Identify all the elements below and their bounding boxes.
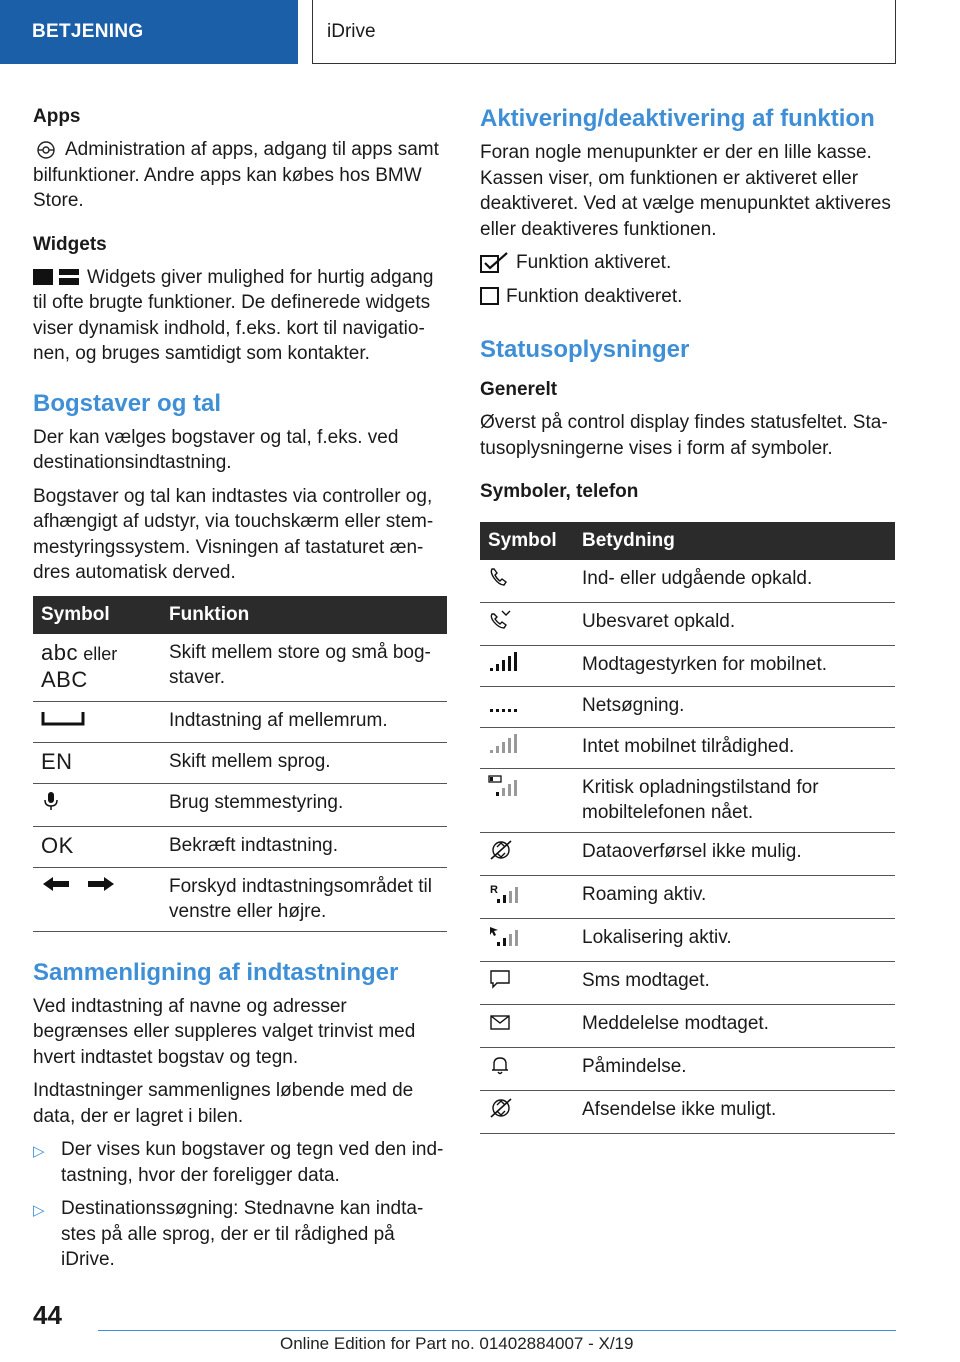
table-header [480, 522, 895, 560]
table-row [33, 701, 447, 742]
deactivated-line [480, 284, 895, 310]
compare-paragraph-2: Indtastninger sammenlignes løbende med de data, der er lagret i bilen. [33, 1080, 414, 1127]
compare-paragraph-1: Ved indtastning af navne og adresser begrænses eller suppleres valget trinvist med hvert indtastet bogstav og tegn. [33, 995, 416, 1068]
function-cell: Indtastning af mellemrum. [161, 701, 447, 742]
function-cell: Forskyd indtastningsområdet til venstre eller højre. [161, 867, 447, 931]
function-cell: Skift mellem sprog. [161, 742, 447, 783]
bullet-text: Der vises kun bogstaver og tegn ved den indtastning, hvor der foreligger data. [61, 1139, 444, 1186]
status-heading: Statusoplysninger [480, 336, 690, 363]
ok-icon: OK [41, 832, 74, 858]
symbol-cell [480, 560, 574, 603]
function-cell: Skift mellem store og små bogstaver. [161, 634, 447, 702]
general-paragraph: Øverst på control display findes statusfeltet. Statusoplysningerne vises i form af symboler. [480, 412, 888, 459]
phone-symbols-table [480, 522, 895, 1134]
meaning-cell: Kritisk opladningstilstand for mobiltelefonen nået. [574, 769, 895, 833]
activated-text: Funktion aktiveret. [516, 252, 672, 273]
letters-paragraph-2: Bogstaver og tal kan indtastes via controller og, afhængigt af udstyr, via touchskærm eller stemmestyringssystem. Visningen af tastaturet ændres automatisk derved. [33, 485, 434, 583]
function-cell: Brug stemmestyring. [161, 783, 447, 826]
meaning-cell: Dataoverførsel ikke mulig. [574, 833, 895, 876]
meaning-cell: Ind- eller udgående opkald. [574, 560, 895, 603]
meaning-cell: Påmindelse. [574, 1048, 895, 1091]
symbol-cell [480, 833, 574, 876]
widgets-paragraph [33, 265, 447, 367]
table-row [480, 728, 895, 769]
symbol-cell [33, 701, 161, 742]
symbol-cell [480, 687, 574, 728]
meaning-cell: Ubesvaret opkald. [574, 603, 895, 646]
missed-call-icon [488, 609, 512, 631]
table-row [480, 560, 895, 603]
table-row [33, 867, 447, 931]
table-row [480, 919, 895, 962]
table-row [480, 646, 895, 687]
left-column [33, 100, 447, 1281]
deactivated-text: Funktion deaktiveret. [506, 285, 683, 307]
activated-line [480, 250, 895, 276]
bullet-text: Destinationssøgning: Stednavne kan indtastes på alle sprog, der er til rådighed på iDrive. [61, 1198, 424, 1270]
symbol-cell [480, 1005, 574, 1048]
or-label: eller [83, 643, 118, 664]
symbol-cell [480, 1048, 574, 1091]
no-network-icon [488, 734, 518, 754]
apps-text: Administration af apps, adgang til apps samt bilfunktioner. Andre apps kan købes hos BMW Store. [33, 139, 439, 211]
battery-critical-icon [488, 775, 520, 797]
column-header-symbol: Symbol [33, 596, 161, 634]
page-number: 44 [33, 1300, 62, 1330]
edition-note: Online Edition for Part no. 01402884007 - X/19 [280, 1334, 634, 1353]
column-header-meaning: Betydning [574, 522, 895, 560]
symbol-cell [480, 646, 574, 687]
symbol-cell [33, 783, 161, 826]
table-row [480, 1091, 895, 1134]
table-row [33, 783, 447, 826]
symbol-cell [480, 728, 574, 769]
meaning-cell: Modtagestyrken for mobilnet. [574, 646, 895, 687]
symbol-cell [480, 769, 574, 833]
right-column [480, 100, 895, 1134]
letters-table [33, 596, 447, 932]
list-item [33, 1196, 447, 1273]
language-en-icon: EN [41, 748, 73, 774]
activation-paragraph: Foran nogle menupunkter er der en lille kasse. Kassen viser, om funktionen er aktiveret eller deaktiveret. Ved at vælge menupunktet aktiveres eller deaktiveres funktionen. [480, 142, 891, 240]
arrow-left-icon [41, 874, 71, 894]
meaning-cell: Lokalisering aktiv. [574, 919, 895, 962]
column-header-function: Funktion [161, 596, 447, 634]
compare-bullets [33, 1137, 447, 1273]
send-not-possible-icon [488, 1097, 514, 1119]
symbol-cell [480, 962, 574, 1005]
apps-icon [33, 140, 59, 160]
symbol-cell [480, 603, 574, 646]
apps-title: Apps [33, 106, 81, 127]
table-row [480, 603, 895, 646]
checkbox-empty-icon [480, 286, 500, 306]
general-title: Generelt [480, 379, 558, 400]
sms-icon [488, 968, 512, 990]
roaming-icon [488, 882, 520, 904]
microphone-icon [41, 790, 61, 812]
list-item [33, 1137, 447, 1188]
symbol-cell [33, 867, 161, 931]
no-data-transfer-icon [488, 839, 514, 861]
section-title: BETJENING [32, 21, 144, 42]
checkbox-checked-icon [480, 252, 510, 274]
widgets-icon [33, 268, 81, 286]
localization-icon [488, 925, 520, 947]
widgets-text: Widgets giver mulighed for hurtig adgang til ofte brugte funktioner. De definerede widgets viser dynamisk indhold, f.eks. kort til navigationen, og bruges samtidigt som kontakter. [33, 266, 434, 364]
symbol-cell [33, 742, 161, 783]
table-header [33, 596, 447, 634]
network-search-icon [488, 693, 518, 713]
table-row [480, 687, 895, 728]
meaning-cell: Afsendelse ikke muligt. [574, 1091, 895, 1134]
table-row [33, 742, 447, 783]
meaning-cell: Netsøgning. [574, 687, 895, 728]
column-header-symbol: Symbol [480, 522, 574, 560]
meaning-cell: Sms modtaget. [574, 962, 895, 1005]
chapter-title: iDrive [327, 20, 376, 42]
table-row [480, 962, 895, 1005]
symbol-cell [33, 826, 161, 867]
phone-call-icon [488, 566, 512, 588]
bell-icon [488, 1054, 512, 1076]
svg-text:R: R [490, 884, 498, 896]
table-row [480, 876, 895, 919]
bullet-triangle-icon: ▷ [33, 1202, 45, 1219]
symbol-cell [480, 1091, 574, 1134]
envelope-icon [488, 1011, 512, 1033]
abc-lowercase-icon: abc [41, 639, 78, 665]
footer-divider [98, 1330, 896, 1331]
symbol-cell [480, 876, 574, 919]
widgets-title: Widgets [33, 233, 107, 255]
meaning-cell: Meddelelse modtaget. [574, 1005, 895, 1048]
space-bar-icon [41, 708, 85, 728]
activation-heading: Aktivering/deaktivering af funktion [480, 105, 875, 132]
section-tab [0, 0, 298, 64]
chapter-header [312, 0, 896, 64]
symbol-cell [33, 634, 161, 702]
table-row [33, 826, 447, 867]
letters-paragraph-1: Der kan vælges bogstaver og tal, f.eks. ved destinationsindtastning. [33, 426, 399, 473]
table-row [480, 769, 895, 833]
table-row [480, 1048, 895, 1091]
letters-heading: Bogstaver og tal [33, 389, 222, 417]
arrow-right-icon [86, 874, 116, 894]
table-row [33, 634, 447, 702]
table-row [480, 1005, 895, 1048]
meaning-cell: Intet mobilnet tilrådighed. [574, 728, 895, 769]
compare-heading: Sammenligning af indtastninger [33, 958, 399, 986]
bullet-triangle-icon: ▷ [33, 1143, 45, 1160]
signal-strength-icon [488, 652, 518, 672]
apps-paragraph [33, 137, 447, 214]
function-cell: Bekræft indtastning. [161, 826, 447, 867]
meaning-cell: Roaming aktiv. [574, 876, 895, 919]
table-row [480, 833, 895, 876]
symbol-cell [480, 919, 574, 962]
abc-uppercase-icon: ABC [41, 666, 88, 692]
phone-symbols-title: Symboler, telefon [480, 481, 639, 502]
